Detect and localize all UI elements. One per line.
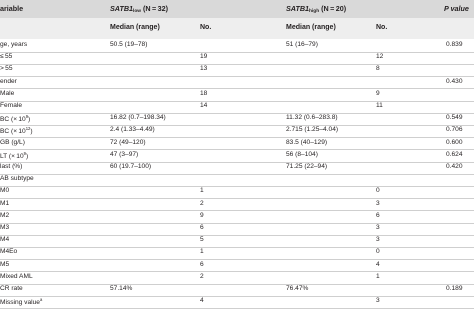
- cell-low-no: 13: [200, 65, 208, 73]
- cell-high-median: 71.25 (22–94): [286, 163, 328, 170]
- row-label-text: BC (× 10: [0, 116, 26, 124]
- cell-low-median: 47 (3–97): [110, 150, 139, 158]
- cell-low-no: 1: [200, 248, 204, 256]
- cell-high-no: 1: [376, 272, 380, 280]
- cell-label: [0, 114, 30, 123]
- cell-label: [0, 273, 33, 280]
- cell-p: 0.430: [446, 77, 463, 85]
- header-satb1-high: [286, 4, 346, 14]
- cell-low-no: 6: [200, 260, 204, 268]
- cell-p: 0.839: [446, 41, 463, 48]
- row-label-tail: ): [30, 128, 33, 136]
- cell-low-no: 6: [200, 224, 204, 231]
- header-pvalue-text: P value: [444, 4, 469, 13]
- cell-high-no: 0: [376, 248, 380, 256]
- row-label-text: last (%): [0, 163, 23, 170]
- cell-low-median: 60 (19.7–100): [110, 163, 152, 170]
- cell-high-no: 8: [376, 65, 380, 73]
- cell-p: 0.420: [446, 163, 463, 170]
- cell-p: 0.189: [446, 285, 463, 292]
- row-label-text: ≤ 55: [0, 53, 13, 61]
- cell-label: [0, 200, 9, 207]
- row-label-text: Mixed AML: [0, 272, 33, 280]
- cell-high-no: 6: [376, 211, 380, 219]
- header-high-n: (N = 20): [319, 4, 347, 13]
- header-satb1-low: [110, 4, 168, 14]
- row-label-text: M4Eo: [0, 248, 18, 256]
- cell-high-no: 11: [376, 102, 383, 109]
- subheader-no-high: No.: [376, 24, 388, 31]
- cell-high-no: 12: [376, 53, 384, 61]
- cell-p: 0.600: [446, 138, 463, 146]
- cell-high-median: 11.32 (0.6–283.8): [286, 114, 338, 122]
- row-label-text: LT (× 10: [0, 152, 24, 160]
- cell-low-no: 9: [200, 211, 204, 219]
- row-label-text: M0: [0, 187, 10, 195]
- cell-label: [0, 41, 27, 48]
- cell-low-median: 2.4 (1.33–4.49): [110, 126, 155, 134]
- cell-label: [0, 212, 9, 219]
- cell-label: [0, 175, 34, 182]
- cell-label: [0, 151, 28, 160]
- cell-label: [0, 163, 22, 170]
- row-label-superscript: 9: [23, 150, 26, 156]
- cell-low-no: 4: [200, 297, 204, 305]
- cell-low-median: 16.82 (0.7–198.34): [110, 114, 166, 122]
- cell-p: 0.706: [446, 126, 463, 134]
- cell-high-no: 9: [376, 89, 380, 97]
- row-label-text: M1: [0, 199, 10, 207]
- cell-label: [0, 248, 17, 255]
- subheader-median-high: Median (range): [286, 24, 336, 31]
- header-low-n: (N = 32): [141, 4, 169, 13]
- row-label-text: Male: [0, 89, 15, 97]
- cell-label: [0, 102, 22, 109]
- cell-low-no: 2: [200, 199, 204, 207]
- row-label-text: ge, years: [0, 41, 28, 48]
- cell-label: [0, 224, 9, 231]
- row-label-text: Missing value: [0, 299, 40, 307]
- cell-low-median: 50.5 (19–78): [110, 41, 148, 48]
- header-low-gene: SATB1: [110, 4, 134, 13]
- cell-low-median: 72 (49–120): [110, 138, 146, 146]
- cell-low-no: 2: [200, 272, 204, 280]
- cell-high-no: 3: [376, 297, 380, 305]
- header-variable: ariable: [0, 4, 24, 13]
- row-label-text: M3: [0, 224, 10, 231]
- cell-label: [0, 139, 25, 146]
- cell-label: [0, 236, 9, 243]
- row-label-text: CR rate: [0, 285, 23, 292]
- cell-high-median: 83.5 (40–129): [286, 138, 328, 146]
- row-label-text: ender: [0, 77, 17, 85]
- cell-low-no: 18: [200, 89, 208, 97]
- cell-high-median: 56 (8–104): [286, 150, 318, 158]
- cell-low-no: 14: [200, 102, 208, 109]
- cell-label: [0, 126, 33, 135]
- cell-low-no: 19: [200, 53, 208, 61]
- cell-high-no: 3: [376, 224, 380, 231]
- cell-high-no: 0: [376, 187, 380, 195]
- cell-low-median: 57.14%: [110, 285, 133, 292]
- cell-high-median: 2.715 (1.25–4.04): [286, 126, 339, 134]
- header-high-gene: SATB1: [286, 4, 310, 13]
- cell-high-median: 51 (16–79): [286, 41, 318, 48]
- cell-low-no: 1: [200, 187, 204, 195]
- cell-p: 0.624: [446, 150, 463, 158]
- header-pvalue: [444, 4, 469, 13]
- cell-label: [0, 78, 17, 85]
- row-label-superscript: 12: [25, 126, 31, 132]
- cell-low-no: 5: [200, 236, 204, 244]
- cell-high-no: 3: [376, 199, 380, 207]
- header-high-sub: high: [309, 9, 320, 14]
- table-subheader-row: [0, 18, 474, 39]
- row-label-text: BC (× 10: [0, 128, 26, 136]
- cell-label: [0, 297, 42, 306]
- cell-high-no: 3: [376, 236, 380, 244]
- cell-label: [0, 285, 23, 292]
- row-label-text: > 55: [0, 65, 13, 73]
- row-label-text: M5: [0, 260, 10, 268]
- row-label-text: AB subtype: [0, 175, 34, 183]
- row-label-tail: ): [25, 152, 29, 160]
- subheader-no-low: No.: [200, 24, 212, 31]
- row-label-superscript: 9: [25, 114, 29, 120]
- subheader-median-low: Median (range): [110, 24, 160, 31]
- row-label-tail: ): [28, 116, 31, 124]
- cell-label: [0, 90, 14, 97]
- cell-label: [0, 65, 13, 72]
- cell-label: [0, 261, 9, 268]
- cell-p: 0.549: [446, 114, 463, 122]
- row-label-superscript: a: [39, 297, 43, 303]
- table-header-row: [0, 0, 474, 18]
- row-label-text: M4: [0, 236, 10, 244]
- row-label-text: Female: [0, 102, 22, 109]
- cell-label: [0, 187, 9, 194]
- cell-high-no: 4: [376, 260, 380, 268]
- row-label-text: M2: [0, 211, 10, 219]
- row-label-text: GB (g/L): [0, 138, 25, 146]
- cell-high-median: 76.47%: [286, 285, 309, 292]
- cell-label: [0, 53, 12, 60]
- header-low-sub: low: [133, 9, 142, 14]
